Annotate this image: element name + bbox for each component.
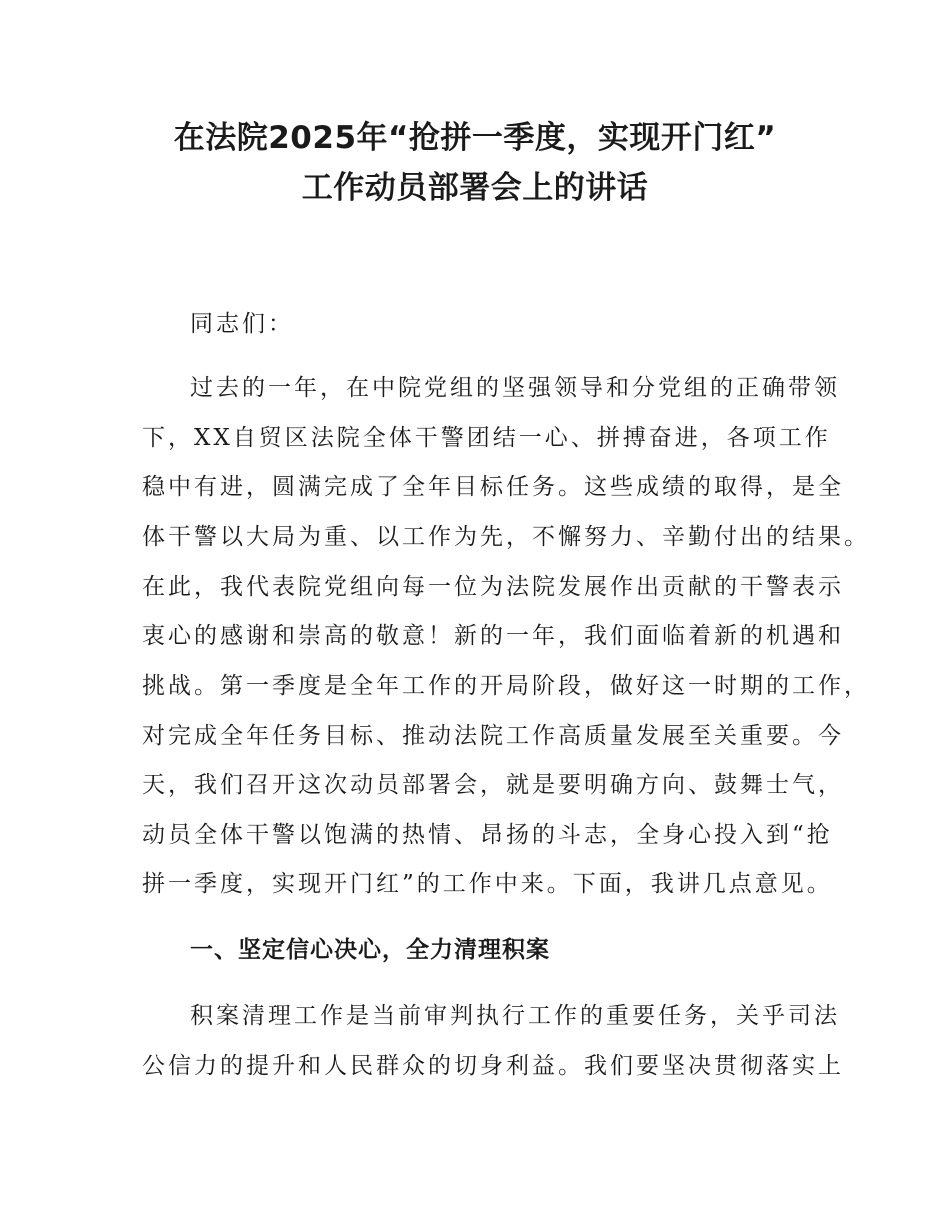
paragraph-line: 对完成全年任务目标、推动法院工作高质量发展至关重要。今 — [142, 723, 844, 749]
paragraph-line: 积案清理工作是当前审判执行工作的重要任务，关乎司法 — [190, 1003, 840, 1029]
paragraph-line: 体干警以大局为重、以工作为先，不懈努力、辛勤付出的结果。 — [142, 524, 870, 550]
paragraph-line: 拼一季度，实现开门红”的工作中来。下面，我讲几点意见。 — [142, 871, 833, 897]
paragraph-line: 下，XX自贸区法院全体干警团结一心、拼搏奋进，各项工作 — [142, 425, 831, 451]
paragraph-line: 天，我们召开这次动员部署会，就是要明确方向、鼓舞士气， — [142, 772, 844, 798]
paragraph-line: 公信力的提升和人民群众的切身利益。我们要坚决贯彻落实上 — [142, 1053, 844, 1079]
paragraph-line: 过去的一年，在中院党组的坚强领导和分党组的正确带领 — [190, 375, 840, 401]
paragraph-line: 动员全体干警以饱满的热情、昂扬的斗志，全身心投入到“抢 — [142, 822, 833, 848]
paragraph-line: 挑战。第一季度是全年工作的开局阶段，做好这一时期的工作， — [142, 673, 870, 699]
document-title-line-2: 工作动员部署会上的讲话 — [301, 170, 649, 206]
document-title-line-1: 在法院2025年“抢拼一季度，实现开门红” — [173, 120, 777, 156]
paragraph-line: 在此，我代表院党组向每一位为法院发展作出贡献的干警表示 — [142, 574, 844, 600]
paragraph-line: 衷心的感谢和崇高的敬意！新的一年，我们面临着新的机遇和 — [142, 623, 844, 649]
salutation: 同志们： — [190, 311, 294, 337]
section-heading: 一、坚定信心决心，全力清理积案 — [190, 937, 550, 963]
paragraph-line: 稳中有进，圆满完成了全年目标任务。这些成绩的取得，是全 — [142, 474, 844, 500]
